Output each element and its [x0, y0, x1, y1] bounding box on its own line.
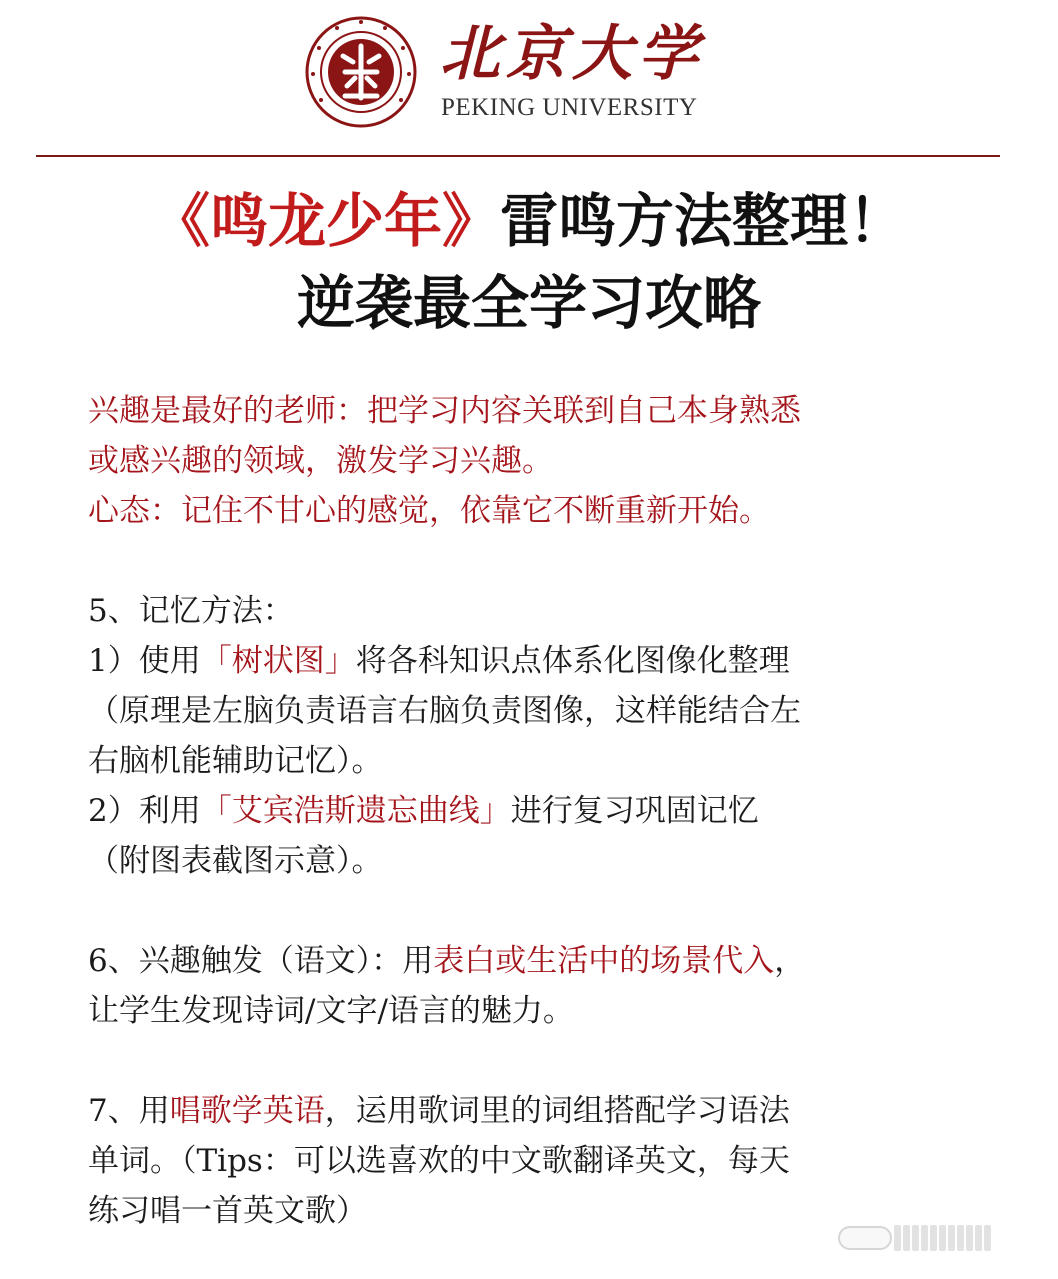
highlight-ebbinghaus: 「艾宾浩斯遗忘曲线」: [200, 793, 511, 829]
highlight-tree-diagram: 「树状图」: [200, 643, 356, 679]
watermark-icon: [838, 1225, 1028, 1251]
article-body: [88, 386, 988, 1236]
title-subject: 雷鸣方法整理！: [500, 187, 907, 255]
intro-line-3: 心态：记住不甘心的感觉，依靠它不断重新开始。: [88, 493, 770, 529]
title-line-2: 逆袭最全学习攻略: [296, 269, 761, 337]
section-5-item-1-line-3: 右脑机能辅助记忆）。: [88, 743, 383, 779]
section-5-item-2: 2）利用「艾宾浩斯遗忘曲线」进行复习巩固记忆: [88, 793, 759, 829]
section-5-heading: 5、记忆方法：: [88, 593, 294, 629]
section-7: 7、用唱歌学英语，运用歌词里的词组搭配学习语法: [88, 1093, 790, 1129]
title-drama-name: 《鸣龙少年》: [151, 187, 500, 255]
section-7-line-3: 练习唱一首英文歌）: [88, 1193, 367, 1229]
intro-line-2: 或感兴趣的领域，激发学习兴趣。: [88, 443, 553, 479]
section-5-item-2-line-2: （附图表截图示意）。: [88, 843, 383, 879]
divider: [36, 155, 1000, 157]
university-name-en: PEKING UNIVERSITY: [441, 94, 698, 121]
section-6-line-2: 让学生发现诗词/文字/语言的魅力。: [88, 993, 574, 1029]
header: [0, 0, 1058, 160]
intro-line-1: 兴趣是最好的老师：把学习内容关联到自己本身熟悉: [88, 393, 801, 429]
page-title: [0, 180, 1058, 344]
section-7-line-2: 单词。（Tips：可以选喜欢的中文歌翻译英文，每天: [88, 1143, 790, 1179]
highlight-singing: 唱歌学英语: [169, 1093, 325, 1129]
section-5-item-1: 1）使用「树状图」将各科知识点体系化图像化整理: [88, 643, 790, 679]
university-wordmark: 北京大学: [440, 19, 704, 89]
section-5-item-1-line-2: （原理是左脑负责语言右脑负责图像，这样能结合左: [88, 693, 801, 729]
university-seal-icon: [305, 16, 417, 128]
highlight-scene: 表白或生活中的场景代入: [433, 943, 775, 979]
section-6: 6、兴趣触发（语文）：用表白或生活中的场景代入，: [88, 943, 806, 979]
title-line-1: [0, 180, 1058, 262]
